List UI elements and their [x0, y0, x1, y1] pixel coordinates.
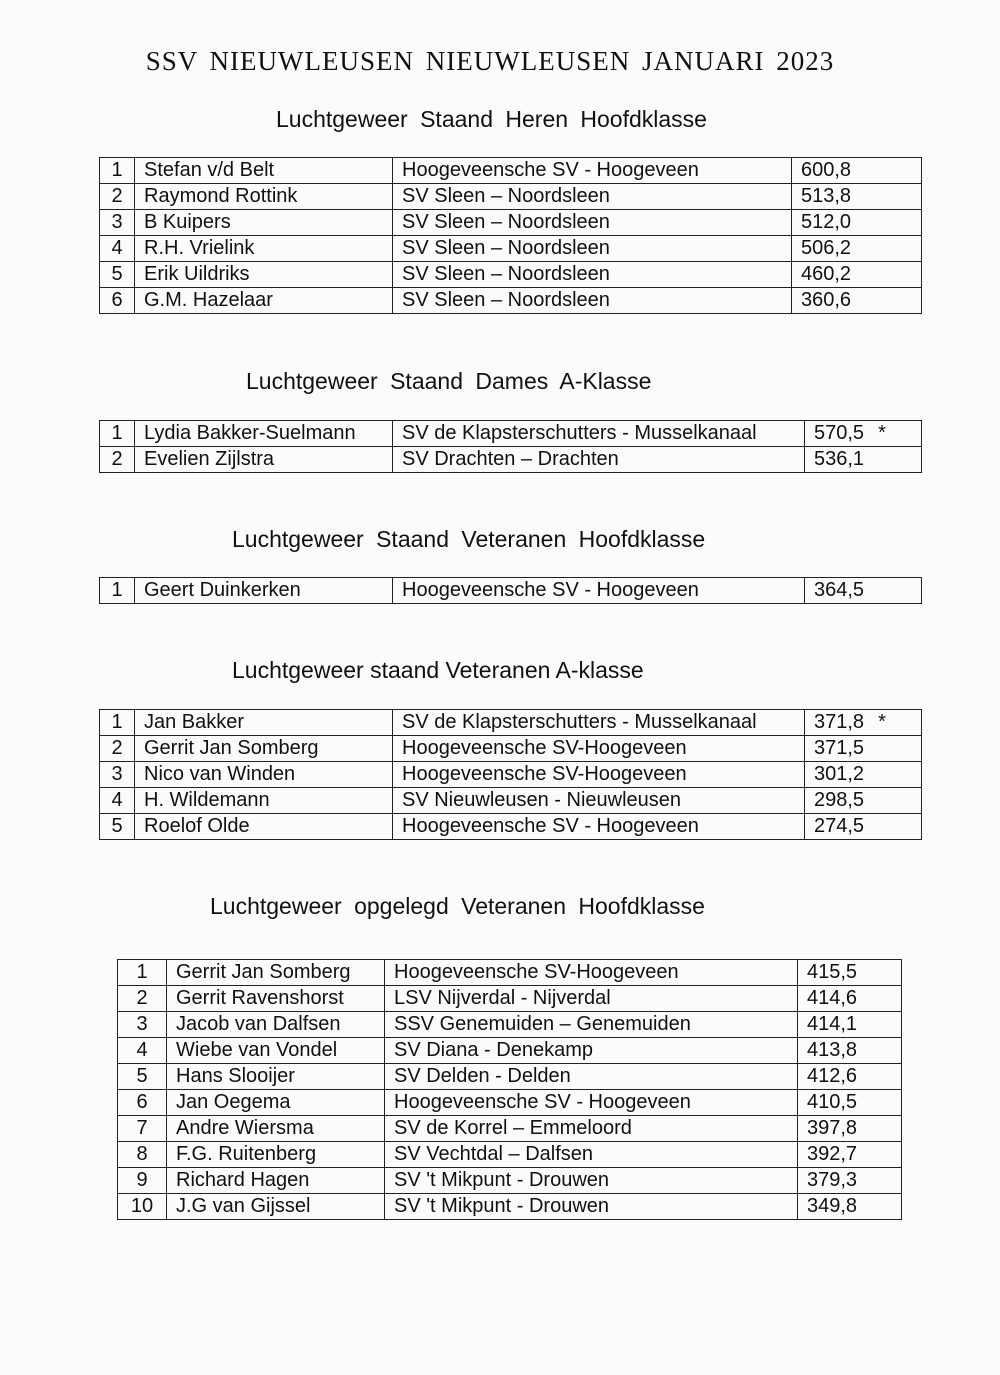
rank-cell — [100, 736, 135, 762]
score-cell — [792, 184, 922, 210]
rank-text: 5 — [111, 263, 123, 285]
table-row — [100, 184, 922, 210]
shooter-name-text: Roelof Olde — [144, 815, 250, 837]
club-cell — [393, 288, 792, 314]
table-row — [100, 262, 922, 288]
score-cell — [792, 288, 922, 314]
rank-text: 2 — [111, 737, 123, 759]
club-text: SV Nieuwleusen - Nieuwleusen — [402, 789, 682, 811]
rank-text: 1 — [111, 579, 123, 601]
score-cell — [805, 447, 922, 473]
score-text: 301,2 — [814, 763, 865, 785]
section-title-veteranen-a-klasse: Luchtgeweer staand Veteranen A-klasse — [232, 657, 644, 683]
section-title-opgelegd-veteranen-hoofdklasse: Luchtgeweer opgelegd Veteranen Hoofdklasse — [210, 893, 705, 919]
score-cell — [792, 236, 922, 262]
club-text: SV de Klapsterschutters - Musselkanaal — [402, 422, 757, 444]
score-text: 360,6 — [801, 289, 852, 311]
shooter-name-cell — [167, 960, 385, 986]
club-text: SV de Klapsterschutters - Musselkanaal — [402, 711, 757, 733]
score-text: 349,8 — [807, 1195, 858, 1217]
club-text: Hoogeveensche SV - Hoogeveen — [394, 1091, 691, 1113]
score-text: 412,6 — [807, 1065, 858, 1087]
rank-cell — [100, 578, 135, 604]
club-cell — [393, 421, 805, 447]
rank-cell — [100, 421, 135, 447]
shooter-name-text: Erik Uildriks — [144, 263, 250, 285]
club-cell — [385, 1090, 798, 1116]
record-mark: * — [878, 422, 886, 444]
score-text: 512,0 — [801, 211, 852, 233]
rank-text: 1 — [136, 961, 148, 983]
rank-text: 1 — [111, 422, 123, 444]
rank-cell — [118, 960, 167, 986]
rank-cell — [118, 1142, 167, 1168]
club-cell — [393, 236, 792, 262]
shooter-name-text: Richard Hagen — [176, 1169, 310, 1191]
shooter-name-cell — [167, 1142, 385, 1168]
rank-cell — [100, 158, 135, 184]
rank-text: 6 — [111, 289, 123, 311]
rank-text: 3 — [111, 211, 123, 233]
rank-cell — [118, 1090, 167, 1116]
score-cell — [805, 578, 922, 604]
shooter-name-text: Wiebe van Vondel — [176, 1039, 338, 1061]
club-cell — [393, 762, 805, 788]
rank-text: 5 — [136, 1065, 148, 1087]
score-text: 460,2 — [801, 263, 852, 285]
club-text: SV Drachten – Drachten — [402, 448, 619, 470]
table-row — [100, 578, 922, 604]
rank-text: 6 — [136, 1091, 148, 1113]
section-title-veteranen-hoofdklasse: Luchtgeweer Staand Veteranen Hoofdklasse — [232, 526, 706, 552]
shooter-name-text: Gerrit Jan Somberg — [176, 961, 351, 983]
club-text: SV Sleen – Noordsleen — [402, 263, 610, 285]
rank-cell — [100, 447, 135, 473]
table-row — [100, 421, 922, 447]
rank-cell — [100, 210, 135, 236]
table-row — [118, 1168, 902, 1194]
rank-cell — [100, 814, 135, 840]
page-title: SSV NIEUWLEUSEN NIEUWLEUSEN JANUARI 2023 — [145, 46, 835, 76]
table-row — [118, 1142, 902, 1168]
club-text: Hoogeveensche SV-Hoogeveen — [402, 737, 687, 759]
score-cell — [798, 1038, 902, 1064]
club-cell — [393, 710, 805, 736]
shooter-name-cell — [135, 447, 393, 473]
shooter-name-cell — [167, 1168, 385, 1194]
rank-cell — [118, 1168, 167, 1194]
score-text: 414,1 — [807, 1013, 858, 1035]
results-table-veteranen-hoofdklasse — [99, 577, 922, 604]
shooter-name-text: Jan Bakker — [144, 711, 245, 733]
score-text: 415,5 — [807, 961, 858, 983]
club-cell — [385, 1168, 798, 1194]
table-row — [118, 986, 902, 1012]
club-text: SV Sleen – Noordsleen — [402, 185, 610, 207]
club-text: Hoogeveensche SV - Hoogeveen — [402, 159, 699, 181]
rank-text: 9 — [136, 1169, 148, 1191]
club-cell — [393, 447, 805, 473]
rank-cell — [118, 1064, 167, 1090]
shooter-name-cell — [167, 1064, 385, 1090]
score-text: 397,8 — [807, 1117, 858, 1139]
table-row — [100, 447, 922, 473]
club-text: SV Sleen – Noordsleen — [402, 211, 610, 233]
shooter-name-text: G.M. Hazelaar — [144, 289, 273, 311]
club-cell — [393, 262, 792, 288]
table-row — [118, 1116, 902, 1142]
club-cell — [385, 1064, 798, 1090]
club-cell — [393, 736, 805, 762]
shooter-name-cell — [135, 184, 393, 210]
score-text: 570,5 — [814, 422, 865, 444]
table-row — [100, 288, 922, 314]
shooter-name-text: Raymond Rottink — [144, 185, 298, 207]
club-text: SV Sleen – Noordsleen — [402, 289, 610, 311]
rank-cell — [118, 1194, 167, 1220]
score-text: 371,5 — [814, 737, 865, 759]
score-text: 371,8 — [814, 711, 865, 733]
table-row — [100, 762, 922, 788]
score-text: 513,8 — [801, 185, 852, 207]
shooter-name-cell — [135, 288, 393, 314]
score-cell — [805, 762, 922, 788]
table-row — [118, 1194, 902, 1220]
rank-cell — [100, 788, 135, 814]
score-cell — [798, 1168, 902, 1194]
shooter-name-text: Jan Oegema — [176, 1091, 291, 1113]
club-text: LSV Nijverdal - Nijverdal — [394, 987, 611, 1009]
shooter-name-cell — [135, 814, 393, 840]
shooter-name-text: Evelien Zijlstra — [144, 448, 275, 470]
score-text: 379,3 — [807, 1169, 858, 1191]
club-text: SV Delden - Delden — [394, 1065, 571, 1087]
rank-text: 5 — [111, 815, 123, 837]
club-text: SSV Genemuiden – Genemuiden — [394, 1013, 691, 1035]
rank-cell — [100, 710, 135, 736]
score-text: 410,5 — [807, 1091, 858, 1113]
shooter-name-cell — [167, 1090, 385, 1116]
section-title-dames-a-klasse: Luchtgeweer Staand Dames A-Klasse — [246, 368, 652, 394]
rank-text: 2 — [111, 448, 123, 470]
shooter-name-text: J.G van Gijssel — [176, 1195, 311, 1217]
score-text: 506,2 — [801, 237, 852, 259]
results-table-opgelegd-veteranen-hoofdklasse — [117, 959, 902, 1220]
club-text: Hoogeveensche SV-Hoogeveen — [394, 961, 679, 983]
club-text: SV de Korrel – Emmeloord — [394, 1117, 632, 1139]
rank-text: 7 — [136, 1117, 148, 1139]
score-cell — [792, 262, 922, 288]
results-table-veteranen-a-klasse — [99, 709, 922, 840]
score-cell — [805, 710, 922, 736]
club-text: SV 't Mikpunt - Drouwen — [394, 1195, 610, 1217]
shooter-name-text: R.H. Vrielink — [144, 237, 255, 259]
results-table-dames-a-klasse — [99, 420, 922, 473]
club-cell — [385, 1012, 798, 1038]
shooter-name-cell — [167, 1116, 385, 1142]
shooter-name-text: Gerrit Jan Somberg — [144, 737, 319, 759]
club-cell — [385, 1194, 798, 1220]
score-cell — [798, 1116, 902, 1142]
rank-text: 10 — [130, 1195, 154, 1217]
shooter-name-text: Lydia Bakker-Suelmann — [144, 422, 356, 444]
club-text: Hoogeveensche SV-Hoogeveen — [402, 763, 687, 785]
score-text: 274,5 — [814, 815, 865, 837]
shooter-name-text: Geert Duinkerken — [144, 579, 301, 601]
table-row — [118, 1038, 902, 1064]
score-cell — [805, 788, 922, 814]
rank-text: 3 — [111, 763, 123, 785]
shooter-name-cell — [135, 578, 393, 604]
section-title-heren-hoofdklasse: Luchtgeweer Staand Heren Hoofdklasse — [276, 106, 707, 132]
score-cell — [798, 960, 902, 986]
shooter-name-cell — [167, 1038, 385, 1064]
rank-text: 4 — [111, 789, 123, 811]
shooter-name-text: Jacob van Dalfsen — [176, 1013, 341, 1035]
table-row — [100, 210, 922, 236]
score-cell — [805, 814, 922, 840]
score-cell — [798, 1012, 902, 1038]
rank-cell — [100, 184, 135, 210]
rank-cell — [100, 236, 135, 262]
shooter-name-cell — [135, 262, 393, 288]
record-mark: * — [878, 711, 886, 733]
club-text: Hoogeveensche SV - Hoogeveen — [402, 815, 699, 837]
score-cell — [805, 736, 922, 762]
score-text: 364,5 — [814, 579, 865, 601]
results-table-heren-hoofdklasse — [99, 157, 922, 314]
table-row — [100, 236, 922, 262]
club-cell — [393, 788, 805, 814]
club-cell — [385, 1038, 798, 1064]
rank-text: 4 — [136, 1039, 148, 1061]
club-text: SV 't Mikpunt - Drouwen — [394, 1169, 610, 1191]
shooter-name-cell — [135, 736, 393, 762]
rank-cell — [118, 1116, 167, 1142]
score-cell — [798, 1142, 902, 1168]
shooter-name-text: Nico van Winden — [144, 763, 296, 785]
score-text: 600,8 — [801, 159, 852, 181]
shooter-name-text: H. Wildemann — [144, 789, 270, 811]
score-cell — [798, 986, 902, 1012]
shooter-name-cell — [135, 788, 393, 814]
club-cell — [385, 1116, 798, 1142]
shooter-name-text: Hans Slooijer — [176, 1065, 295, 1087]
club-cell — [393, 158, 792, 184]
score-text: 413,8 — [807, 1039, 858, 1061]
club-cell — [393, 210, 792, 236]
rank-text: 2 — [136, 987, 148, 1009]
table-row — [100, 814, 922, 840]
shooter-name-cell — [167, 1012, 385, 1038]
rank-text: 3 — [136, 1013, 148, 1035]
club-cell — [385, 1142, 798, 1168]
club-text: SV Sleen – Noordsleen — [402, 237, 610, 259]
rank-cell — [118, 1038, 167, 1064]
rank-cell — [118, 986, 167, 1012]
rank-cell — [100, 762, 135, 788]
rank-cell — [100, 262, 135, 288]
rank-cell — [118, 1012, 167, 1038]
score-cell — [805, 421, 922, 447]
club-text: SV Vechtdal – Dalfsen — [394, 1143, 594, 1165]
score-cell — [798, 1064, 902, 1090]
rank-text: 1 — [111, 159, 123, 181]
rank-text: 4 — [111, 237, 123, 259]
rank-cell — [100, 288, 135, 314]
club-text: Hoogeveensche SV - Hoogeveen — [402, 579, 699, 601]
table-row — [118, 1012, 902, 1038]
score-text: 536,1 — [814, 448, 865, 470]
shooter-name-cell — [167, 1194, 385, 1220]
shooter-name-text: Stefan v/d Belt — [144, 159, 275, 181]
shooter-name-cell — [135, 236, 393, 262]
shooter-name-cell — [135, 158, 393, 184]
shooter-name-text: Andre Wiersma — [176, 1117, 314, 1139]
rank-text: 2 — [111, 185, 123, 207]
table-row — [100, 788, 922, 814]
shooter-name-cell — [135, 762, 393, 788]
rank-text: 8 — [136, 1143, 148, 1165]
club-cell — [385, 986, 798, 1012]
shooter-name-cell — [135, 710, 393, 736]
score-text: 414,6 — [807, 987, 858, 1009]
shooter-name-text: B Kuipers — [144, 211, 231, 233]
rank-text: 1 — [111, 711, 123, 733]
club-cell — [393, 814, 805, 840]
score-text: 392,7 — [807, 1143, 858, 1165]
table-row — [100, 736, 922, 762]
shooter-name-cell — [135, 210, 393, 236]
score-cell — [798, 1194, 902, 1220]
club-cell — [385, 960, 798, 986]
table-row — [118, 1090, 902, 1116]
score-cell — [792, 210, 922, 236]
table-row — [118, 1064, 902, 1090]
shooter-name-cell — [135, 421, 393, 447]
shooter-name-cell — [167, 986, 385, 1012]
shooter-name-text: Gerrit Ravenshorst — [176, 987, 344, 1009]
score-cell — [798, 1090, 902, 1116]
table-row — [100, 158, 922, 184]
score-cell — [792, 158, 922, 184]
club-cell — [393, 184, 792, 210]
table-row — [118, 960, 902, 986]
club-cell — [393, 578, 805, 604]
table-row — [100, 710, 922, 736]
shooter-name-text: F.G. Ruitenberg — [176, 1143, 317, 1165]
club-text: SV Diana - Denekamp — [394, 1039, 593, 1061]
score-text: 298,5 — [814, 789, 865, 811]
